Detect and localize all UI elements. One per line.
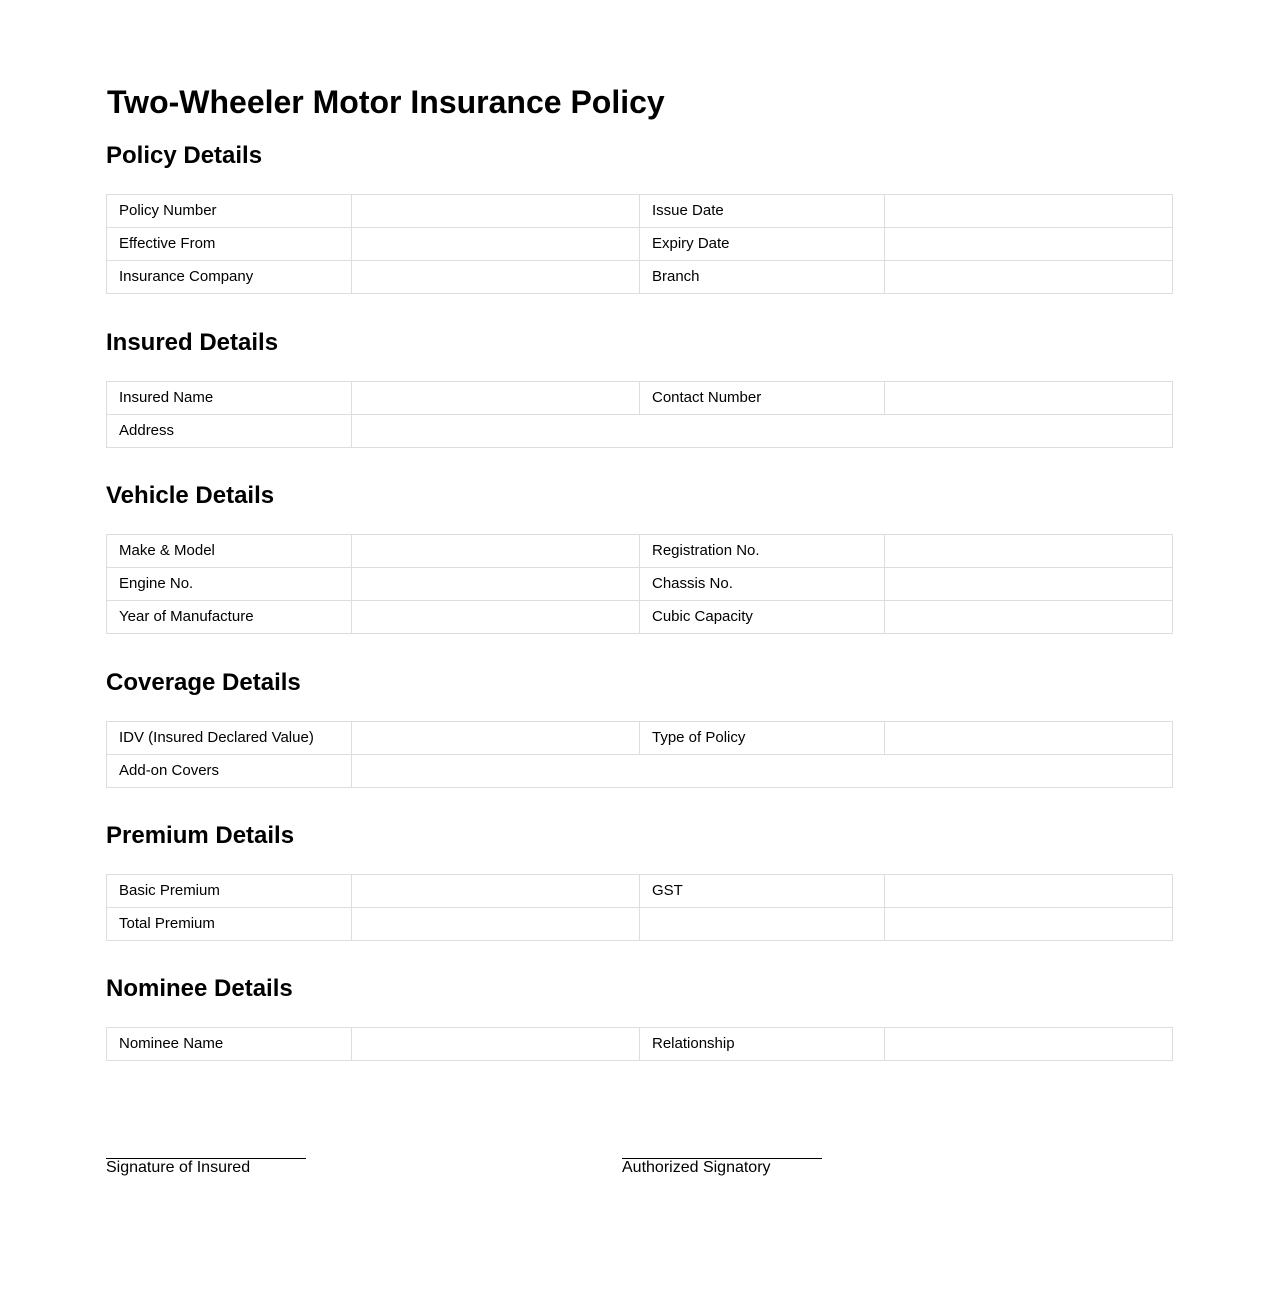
field-label: Total Premium bbox=[107, 908, 352, 941]
contact-number-field[interactable] bbox=[885, 382, 1173, 415]
chassis-no-field[interactable] bbox=[885, 568, 1173, 601]
effective-from-field[interactable] bbox=[352, 228, 640, 261]
table-row bbox=[107, 1028, 1173, 1061]
field-label: Engine No. bbox=[107, 568, 352, 601]
address-field[interactable] bbox=[352, 415, 1173, 448]
insured-details-table bbox=[106, 381, 1173, 448]
table-row bbox=[107, 382, 1173, 415]
section-heading-vehicle-details: Vehicle Details bbox=[106, 482, 275, 509]
make-model-field[interactable] bbox=[352, 535, 640, 568]
field-label: Basic Premium bbox=[107, 875, 352, 908]
table-row bbox=[107, 755, 1173, 788]
cubic-capacity-field[interactable] bbox=[885, 601, 1173, 634]
registration-no-field[interactable] bbox=[885, 535, 1173, 568]
year-of-manufacture-field[interactable] bbox=[352, 601, 640, 634]
field-label: Issue Date bbox=[640, 195, 885, 228]
vehicle-details-table bbox=[106, 534, 1173, 634]
field-label: Policy Number bbox=[107, 195, 352, 228]
table-row bbox=[107, 875, 1173, 908]
basic-premium-field[interactable] bbox=[352, 875, 640, 908]
table-row bbox=[107, 261, 1173, 294]
field-label: Make & Model bbox=[107, 535, 352, 568]
table-row bbox=[107, 228, 1173, 261]
insured-name-field[interactable] bbox=[352, 382, 640, 415]
field-label: Insurance Company bbox=[107, 261, 352, 294]
section-heading-premium-details: Premium Details bbox=[106, 822, 295, 849]
idv-field[interactable] bbox=[352, 722, 640, 755]
field-label: IDV (Insured Declared Value) bbox=[107, 722, 352, 755]
table-row bbox=[107, 415, 1173, 448]
table-row bbox=[107, 722, 1173, 755]
field-label: Nominee Name bbox=[107, 1028, 352, 1061]
field-label: Relationship bbox=[640, 1028, 885, 1061]
branch-field[interactable] bbox=[885, 261, 1173, 294]
section-heading-policy-details: Policy Details bbox=[106, 142, 263, 169]
field-label: GST bbox=[640, 875, 885, 908]
table-row bbox=[107, 195, 1173, 228]
gst-field[interactable] bbox=[885, 875, 1173, 908]
field-label: Add-on Covers bbox=[107, 755, 352, 788]
field-label: Contact Number bbox=[640, 382, 885, 415]
policy-details-table bbox=[106, 194, 1173, 294]
issue-date-field[interactable] bbox=[885, 195, 1173, 228]
policy-number-field[interactable] bbox=[352, 195, 640, 228]
field-label: Year of Manufacture bbox=[107, 601, 352, 634]
field-label: Expiry Date bbox=[640, 228, 885, 261]
total-premium-field[interactable] bbox=[352, 908, 640, 941]
type-of-policy-field[interactable] bbox=[885, 722, 1173, 755]
section-heading-coverage-details: Coverage Details bbox=[106, 669, 301, 696]
add-on-covers-field[interactable] bbox=[352, 755, 1173, 788]
field-label: Address bbox=[107, 415, 352, 448]
signature-of-insured: Signature of Insured bbox=[106, 1158, 306, 1177]
nominee-details-table bbox=[106, 1027, 1173, 1061]
field-label: Insured Name bbox=[107, 382, 352, 415]
field-label: Branch bbox=[640, 261, 885, 294]
table-row bbox=[107, 601, 1173, 634]
relationship-field[interactable] bbox=[885, 1028, 1173, 1061]
field-label: Registration No. bbox=[640, 535, 885, 568]
expiry-date-field[interactable] bbox=[885, 228, 1173, 261]
section-heading-nominee-details: Nominee Details bbox=[106, 975, 293, 1002]
empty-cell bbox=[885, 908, 1173, 941]
empty-cell bbox=[640, 908, 885, 941]
field-label: Cubic Capacity bbox=[640, 601, 885, 634]
field-label: Chassis No. bbox=[640, 568, 885, 601]
authorized-signatory: Authorized Signatory bbox=[622, 1158, 822, 1177]
section-heading-insured-details: Insured Details bbox=[106, 329, 279, 356]
document-title: Two-Wheeler Motor Insurance Policy bbox=[107, 84, 665, 120]
table-row bbox=[107, 535, 1173, 568]
table-row bbox=[107, 568, 1173, 601]
field-label: Type of Policy bbox=[640, 722, 885, 755]
coverage-details-table bbox=[106, 721, 1173, 788]
engine-no-field[interactable] bbox=[352, 568, 640, 601]
table-row bbox=[107, 908, 1173, 941]
field-label: Effective From bbox=[107, 228, 352, 261]
premium-details-table bbox=[106, 874, 1173, 941]
insurance-company-field[interactable] bbox=[352, 261, 640, 294]
nominee-name-field[interactable] bbox=[352, 1028, 640, 1061]
